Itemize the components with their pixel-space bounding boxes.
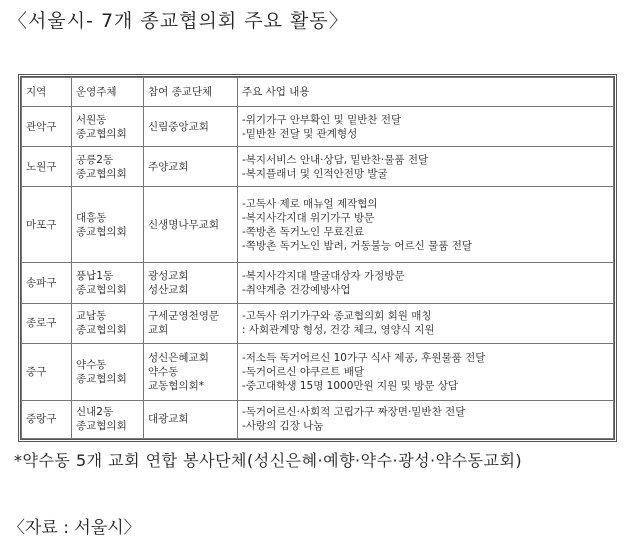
cell-operator-line: 서원동 xyxy=(76,113,107,126)
table-row xyxy=(22,107,614,147)
cell-groups xyxy=(144,263,238,303)
activities-table-frame xyxy=(18,74,617,442)
cell-activities-line: -저소득 독거어르신 10가구 식사 제공, 후원물품 전달 xyxy=(242,351,486,364)
cell-region: 종로구 xyxy=(22,303,72,343)
cell-region: 중구 xyxy=(22,343,72,400)
cell-activities-line: -복지서비스 안내·상담, 밑반찬·물품 전달 xyxy=(242,153,429,166)
cell-activities-line: -고독사 위기가구와 종교협의회 회원 매칭 xyxy=(242,310,432,323)
table-header-row xyxy=(22,78,614,107)
page-title: 〈서울시- 7개 종교협의회 주요 활동〉 xyxy=(8,10,349,32)
cell-activities-line: -취약계층 건강예방사업 xyxy=(242,284,351,297)
cell-activities-line: : 사회관계망 형성, 건강 체크, 영양식 지원 xyxy=(242,324,435,337)
cell-activities xyxy=(238,107,614,147)
header-groups: 참여 종교단체 xyxy=(144,78,238,107)
cell-activities-line: -사랑의 김장 나눔 xyxy=(242,420,324,433)
cell-groups-line: 대광교회 xyxy=(148,413,189,426)
cell-operator xyxy=(72,303,144,343)
cell-region: 마포구 xyxy=(22,187,72,263)
cell-region: 관악구 xyxy=(22,107,72,147)
cell-groups-line: 약수동 xyxy=(148,365,179,378)
cell-activities-line: -고독사 제로 매뉴얼 제작협의 xyxy=(242,197,378,210)
cell-operator-line: 공릉2동 xyxy=(76,153,114,166)
cell-activities-line: -독거어르신 야쿠르트 배달 xyxy=(242,365,365,378)
table-row xyxy=(22,263,614,303)
cell-groups-line: 성신은혜교회 xyxy=(148,351,209,364)
table-row xyxy=(22,303,614,343)
footnote: *약수동 5개 교회 연합 봉사단체(성신은혜·예향·약수·광성·약수동교회) xyxy=(14,451,523,470)
cell-operator xyxy=(72,107,144,147)
cell-activities xyxy=(238,263,614,303)
cell-activities-line: -복지플래너 및 인적안전망 발굴 xyxy=(242,167,388,180)
cell-operator-line: 종교협의회 xyxy=(76,225,127,238)
cell-activities-line: -위기가구 안부확인 및 밑반찬 전달 xyxy=(242,113,402,126)
cell-region: 노원구 xyxy=(22,147,72,187)
cell-operator xyxy=(72,187,144,263)
cell-groups xyxy=(144,147,238,187)
header-activities: 주요 사업 내용 xyxy=(238,78,614,107)
cell-region: 중랑구 xyxy=(22,400,72,438)
cell-activities-line: -쪽방촌 독거노인 밤려, 거동불능 어르신 물품 전달 xyxy=(242,239,473,252)
cell-operator-line: 대흥동 xyxy=(76,211,107,224)
cell-activities-line: -복지사각지대 발굴대상자 가정방문 xyxy=(242,270,405,283)
cell-operator-line: 종교협의회 xyxy=(76,372,127,385)
cell-groups xyxy=(144,187,238,263)
cell-operator-line: 종교협의회 xyxy=(76,420,127,433)
table-body xyxy=(22,107,614,439)
cell-operator-line: 교남동 xyxy=(76,310,107,323)
cell-activities-line: -중고대학생 15명 1000만원 지원 및 방문 상담 xyxy=(242,379,459,392)
table-row xyxy=(22,400,614,438)
cell-operator xyxy=(72,343,144,400)
table-row xyxy=(22,187,614,263)
cell-groups-line: 성산교회 xyxy=(148,284,189,297)
cell-activities xyxy=(238,400,614,438)
cell-operator-line: 종교협의회 xyxy=(76,284,127,297)
cell-groups xyxy=(144,343,238,400)
cell-groups xyxy=(144,107,238,147)
cell-operator-line: 종교협의회 xyxy=(76,167,127,180)
cell-activities-line: -쪽방촌 독거노인 무료진료 xyxy=(242,225,365,238)
cell-groups-line: 구세군영천영문 xyxy=(148,310,220,323)
table-row xyxy=(22,343,614,400)
cell-groups-line: 주양교회 xyxy=(148,160,189,173)
cell-groups-line: 신생명나무교회 xyxy=(148,218,220,231)
cell-operator xyxy=(72,147,144,187)
cell-activities-line: -복지사각지대 위기가구 방문 xyxy=(242,211,375,224)
cell-operator-line: 풍납1동 xyxy=(76,270,114,283)
cell-groups-line: 교회 xyxy=(148,324,169,337)
cell-groups xyxy=(144,303,238,343)
source-line: 〈자료 : 서울시〉 xyxy=(8,518,141,538)
cell-groups-line: 교동협의회* xyxy=(148,379,204,392)
cell-activities xyxy=(238,187,614,263)
header-operator: 운영주체 xyxy=(72,78,144,107)
cell-region: 송파구 xyxy=(22,263,72,303)
cell-operator xyxy=(72,263,144,303)
cell-operator-line: 종교협의회 xyxy=(76,127,127,140)
cell-operator-line: 약수동 xyxy=(76,358,107,371)
cell-activities-line: -밑반찬 전달 및 관계형성 xyxy=(242,127,358,140)
cell-activities xyxy=(238,343,614,400)
cell-activities xyxy=(238,147,614,187)
table-row xyxy=(22,147,614,187)
cell-groups xyxy=(144,400,238,438)
cell-groups-line: 광성교회 xyxy=(148,270,189,283)
activities-table xyxy=(21,77,614,439)
cell-operator xyxy=(72,400,144,438)
cell-operator-line: 신내2동 xyxy=(76,406,114,419)
cell-activities-line: -독거어르신·사회적 고립가구 짜장면·밑반찬 전달 xyxy=(242,406,466,419)
cell-activities xyxy=(238,303,614,343)
header-region: 지역 xyxy=(22,78,72,107)
cell-groups-line: 신림중앙교회 xyxy=(148,120,209,133)
cell-operator-line: 종교협의회 xyxy=(76,324,127,337)
